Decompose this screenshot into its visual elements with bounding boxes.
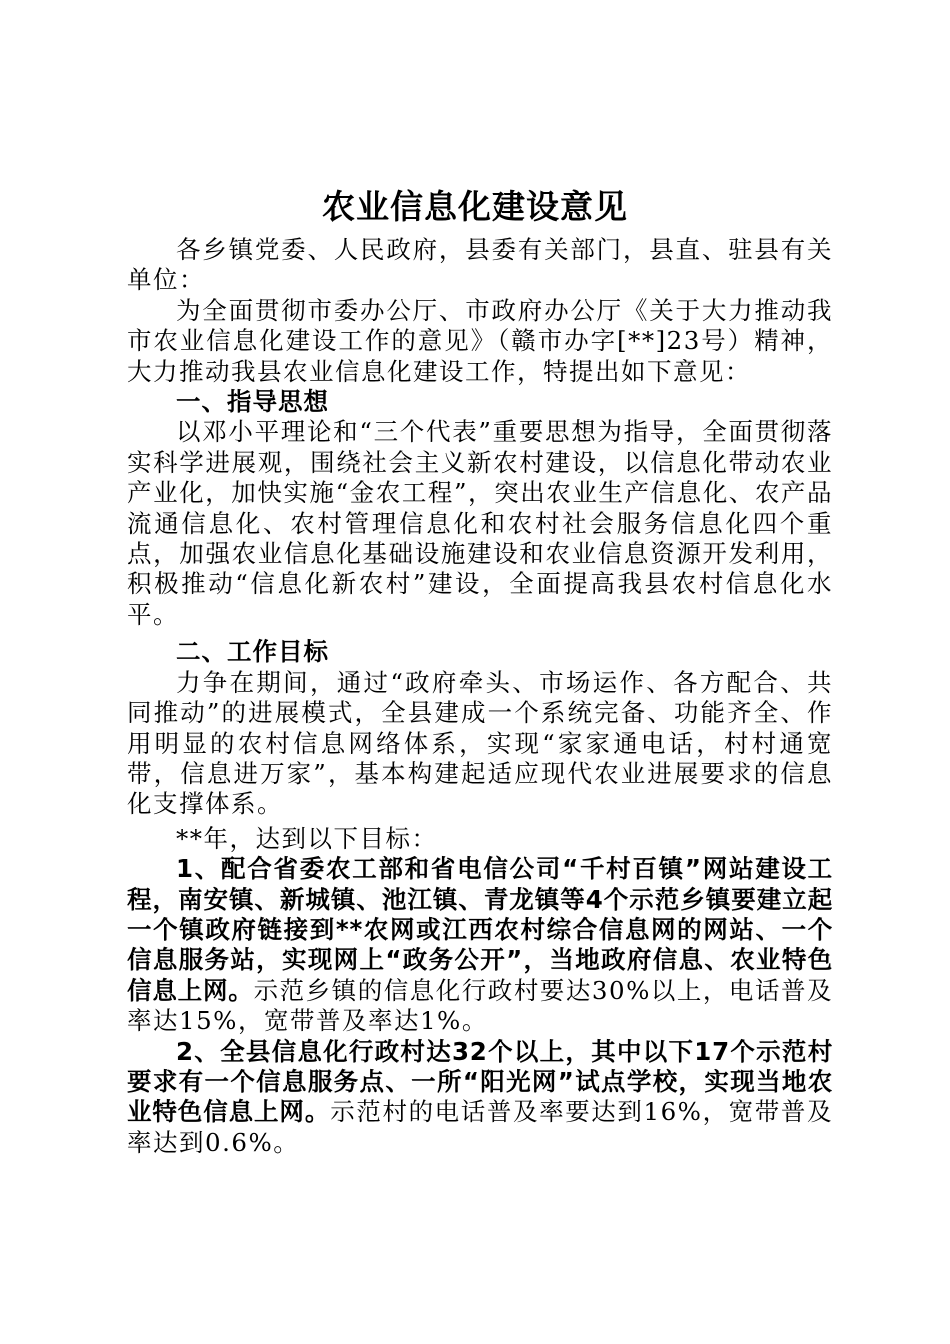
- goal-item-1-normal: 示范乡镇的信息化行政村要达30%以上，电话普及率达15%，宽带普及率达1%。: [127, 975, 833, 1036]
- goal-item-2-bold: 2、全县信息化行政村达32个以上，其中以下17个示范村要求有一个信息服务点、一所“阳光网”试点学校，实现当地农业特色信息上网。: [127, 1036, 833, 1127]
- document-body: [127, 235, 833, 1158]
- year-target-line: **年，达到以下目标：: [176, 823, 438, 853]
- section1-heading: 一、指导思想: [176, 387, 329, 417]
- document-title: 农业信息化建设意见: [322, 187, 628, 226]
- goal-item-2-normal: 示范村的电话普及率要达到16%，宽带普及率达到0.6%。: [127, 1097, 833, 1157]
- goal-item-1: [127, 854, 833, 1036]
- section2-paragraph: 力争在期间，通过“政府牵头、市场运作、各方配合、共同推动”的进展模式，全县建成一个系统完备、功能齐全、作用明显的农村信息网络体系，实现“家家通电话，村村通宽带，信息进万家”，基本构建起适应现代农业进展要求的信息化支撑体系。: [127, 667, 833, 819]
- goal-item-1-bold: 1、配合省委农工部和省电信公司“千村百镇”网站建设工程，南安镇、新城镇、池江镇、青龙镇等4个示范乡镇要建立起一个镇政府链接到**农网或江西农村综合信息网的网站、一个信息服务站，实现网上“政务公开”，当地政府信息、农业特色信息上网。: [127, 854, 833, 1005]
- section2-heading: 二、工作目标: [176, 637, 329, 667]
- salutation-paragraph: 各乡镇党委、人民政府，县委有关部门，县直、驻县有关单位：: [127, 235, 833, 295]
- intro-paragraph: 为全面贯彻市委办公厅、市政府办公厅《关于大力推动我市农业信息化建设工作的意见》（赣市办字[**]23号）精神，大力推动我县农业信息化建设工作，特提出如下意见：: [127, 295, 833, 386]
- section1-paragraph: 以邓小平理论和“三个代表”重要思想为指导，全面贯彻落实科学进展观，围绕社会主义新农村建设，以信息化带动农业产业化，加快实施“金农工程”，突出农业生产信息化、农产品流通信息化、农村管理信息化和农村社会服务信息化四个重点，加强农业信息化基础设施建设和农业信息资源开发利用，积极推动“信息化新农村”建设，全面提高我县农村信息化水平。: [127, 417, 833, 629]
- goal-item-2: [127, 1037, 833, 1159]
